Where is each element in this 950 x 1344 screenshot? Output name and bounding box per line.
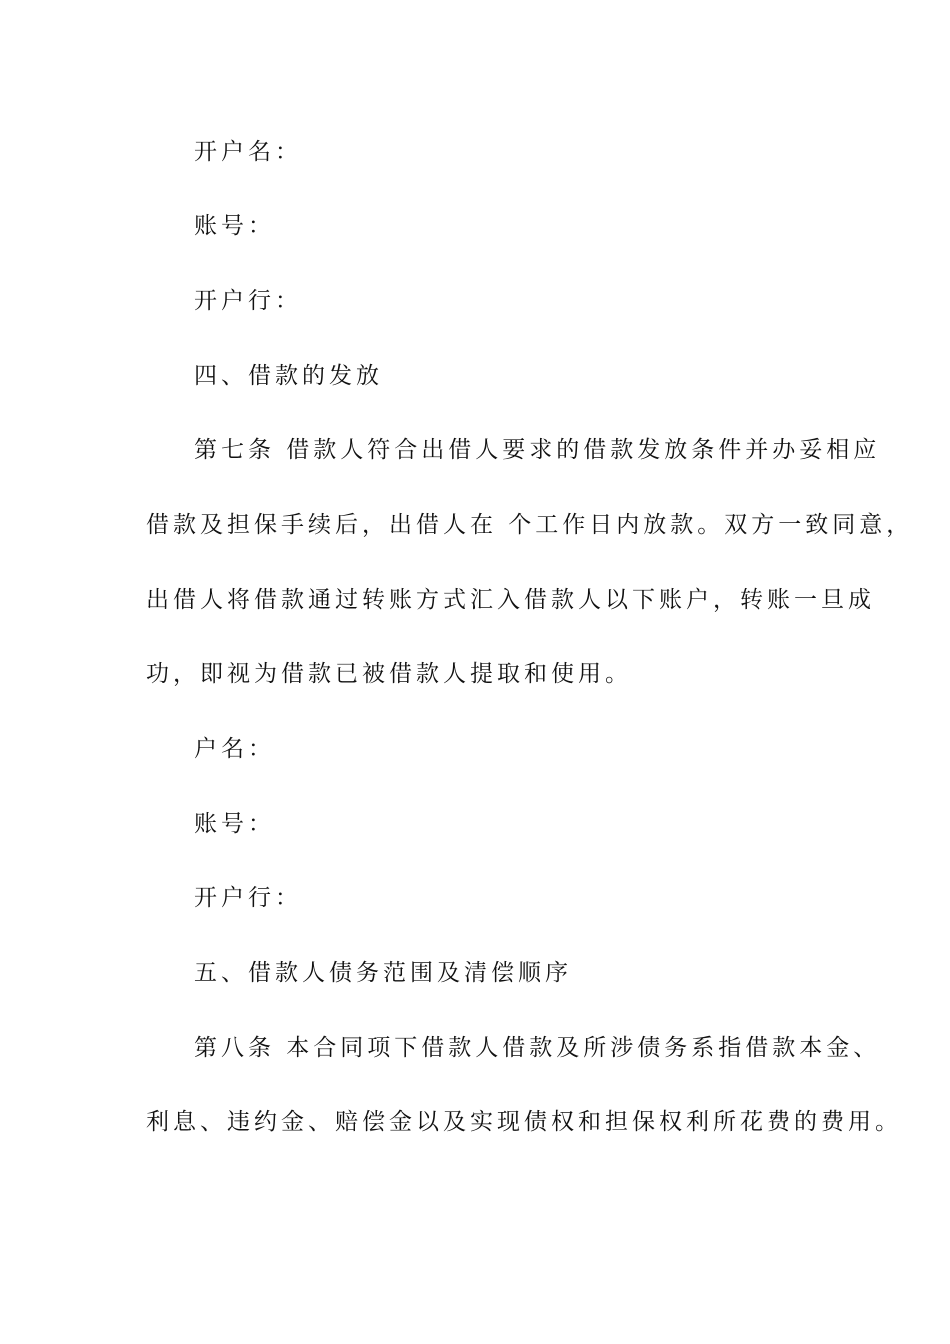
account-name-label: 开户名： (194, 139, 302, 165)
article-7-line-2: 借款及担保手续后，出借人在 个工作日内放款。双方一致同意， (146, 512, 914, 538)
article-7-line-1: 第七条 借款人符合出借人要求的借款发放条件并办妥相应 (194, 437, 881, 463)
article-7-line-3: 出借人将借款通过转账方式汇入借款人以下账户，转账一旦成 (146, 587, 875, 613)
article-7-line-4: 功，即视为借款已被借款人提取和使用。 (146, 661, 632, 687)
article-8-line-2: 利息、违约金、赔偿金以及实现债权和担保权利所花费的费用。 (146, 1109, 902, 1135)
article-8-line-1: 第八条 本合同项下借款人借款及所涉债务系指借款本金、 (194, 1035, 881, 1061)
section-4-heading: 四、借款的发放 (194, 363, 383, 389)
payee-bank-label: 开户行： (194, 885, 302, 911)
account-bank-label: 开户行： (194, 288, 302, 314)
payee-name-label: 户名： (194, 736, 275, 762)
section-5-heading: 五、借款人债务范围及清偿顺序 (194, 960, 572, 986)
payee-account-number-label: 账号： (194, 811, 275, 837)
account-number-label: 账号： (194, 213, 275, 239)
